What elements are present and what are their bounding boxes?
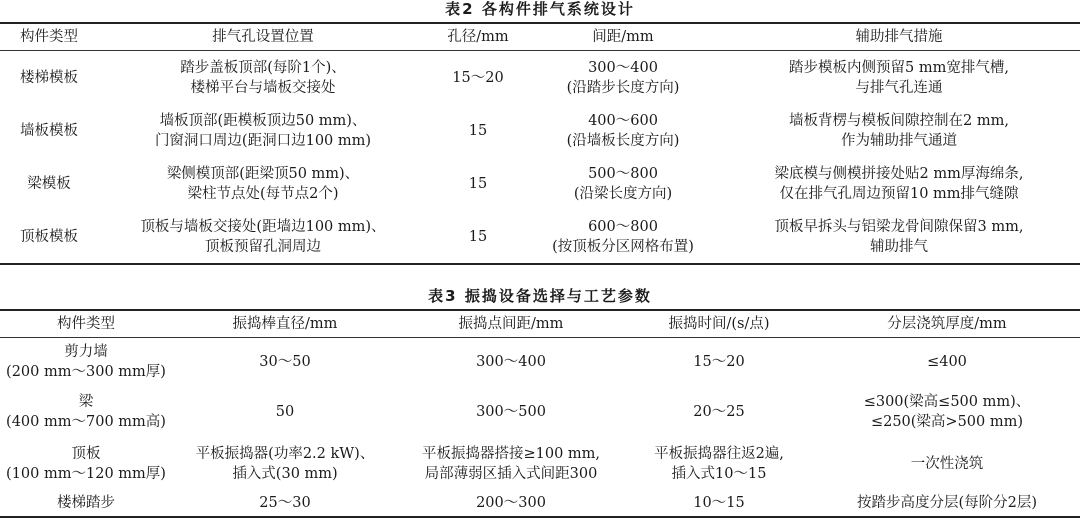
table3-cell-point-spacing: 平板振捣器搭接≥100 mm, 局部薄弱区插入式间距300 — [421, 446, 601, 482]
table3-vibration-parameters — [0, 309, 1080, 518]
table2-cell-diameter: 15 — [468, 175, 488, 192]
table2-cell-diameter: 15 — [468, 122, 488, 139]
table2-cell-type: 梁模板 — [27, 175, 71, 192]
table2-cell-location: 墙板顶部(距模板顶边50 mm)、 门窗洞口周边(距洞口边100 mm) — [154, 112, 372, 149]
table2-header-spacing: 间距/mm — [592, 29, 654, 45]
table2-cell-diameter: 15 — [468, 228, 488, 245]
table3-cell-time: 20～25 — [693, 403, 745, 420]
table3-header-type: 构件类型 — [57, 316, 115, 332]
table2-cell-measures: 顶板早拆头与铝梁龙骨间隙保留3 mm, 辅助排气 — [774, 218, 1024, 255]
table2-cell-type: 楼梯模板 — [20, 69, 78, 86]
table2-cell-type: 墙板模板 — [20, 122, 78, 139]
table3-cell-layer: 按踏步高度分层(每阶分2层) — [856, 495, 1038, 511]
table3-header-rod-diameter: 振捣棒直径/mm — [232, 316, 338, 332]
table-row — [0, 51, 1080, 105]
table2-cell-type: 顶板模板 — [20, 228, 78, 245]
table2-exhaust-design — [0, 22, 1080, 265]
table3-cell-time: 平板振捣器往返2遍, 插入式10～15 — [654, 446, 784, 482]
table2-caption: 表2 各构件排气系统设计 — [445, 0, 635, 18]
table3-cell-type: 顶板 (100 mm～120 mm厚) — [6, 446, 166, 482]
table3-cell-time: 10～15 — [693, 495, 745, 511]
table2-cell-spacing: 300～400 (沿踏步长度方向) — [566, 59, 680, 96]
table-row — [0, 490, 1080, 517]
table3-cell-type: 剪力墙 (200 mm～300 mm厚) — [6, 343, 166, 380]
table2-cell-location: 顶板与墙板交接处(距墙边100 mm)、 顶板预留孔洞周边 — [140, 218, 386, 255]
table-row — [0, 210, 1080, 264]
table3-header-point-spacing: 振捣点间距/mm — [458, 316, 564, 332]
table2-cell-spacing: 500～800 (沿梁长度方向) — [573, 165, 673, 202]
table3-cell-layer: ≤300(梁高≤500 mm)、 ≤250(梁高>500 mm) — [863, 393, 1031, 430]
table2-cell-measures: 梁底模与侧模拼接处贴2 mm厚海绵条, 仅在排气孔周边预留10 mm排气缝隙 — [774, 165, 1024, 202]
table-row — [0, 385, 1080, 438]
table3-header-layer-thickness: 分层浇筑厚度/mm — [887, 316, 1007, 332]
table3-cell-rod: 30～50 — [259, 353, 311, 370]
table2-cell-spacing: 400～600 (沿墙板长度方向) — [566, 112, 680, 149]
table3-caption: 表3 振捣设备选择与工艺参数 — [428, 287, 652, 305]
table3-cell-layer: ≤400 — [927, 353, 967, 370]
table3-cell-layer: 一次性浇筑 — [910, 456, 984, 472]
table2-cell-measures: 墙板背楞与模板间隙控制在2 mm, 作为辅助排气通道 — [789, 112, 1009, 149]
table-row — [0, 157, 1080, 210]
table2-cell-location: 梁侧模顶部(距梁顶50 mm)、 梁柱节点处(每节点2个) — [166, 165, 360, 202]
table2-cell-location: 踏步盖板顶部(每阶1个)、 楼梯平台与墙板交接处 — [180, 59, 346, 96]
table3-header-row — [0, 310, 1080, 338]
table3-cell-point-spacing: 300～500 — [476, 403, 546, 420]
table3-cell-type: 楼梯踏步 — [57, 495, 115, 511]
table2-header-location: 排气孔设置位置 — [212, 29, 314, 45]
table3-cell-point-spacing: 300～400 — [476, 353, 546, 370]
table-row — [0, 104, 1080, 157]
table2-cell-spacing: 600～800 (按顶板分区网格布置) — [552, 218, 694, 255]
table-row — [0, 338, 1080, 386]
table3-cell-rod: 50 — [275, 403, 295, 420]
table3-cell-type: 梁 (400 mm～700 mm高) — [6, 393, 166, 430]
table2-header-measures: 辅助排气措施 — [855, 29, 943, 45]
table2-cell-measures: 踏步模板内侧预留5 mm宽排气槽, 与排气孔连通 — [789, 59, 1009, 96]
table2-header-type: 构件类型 — [20, 29, 78, 45]
table-row — [0, 438, 1080, 490]
table3-cell-rod: 平板振捣器(功率2.2 kW)、 插入式(30 mm) — [195, 446, 375, 482]
table2-header-diameter: 孔径/mm — [447, 29, 509, 45]
table3-cell-time: 15～20 — [693, 353, 745, 370]
table3-header-time: 振捣时间/(s/点) — [668, 316, 770, 332]
table3-cell-point-spacing: 200～300 — [476, 495, 546, 511]
table2-header-row — [0, 23, 1080, 51]
table2-cell-diameter: 15～20 — [452, 69, 504, 86]
table3-cell-rod: 25～30 — [259, 495, 311, 511]
